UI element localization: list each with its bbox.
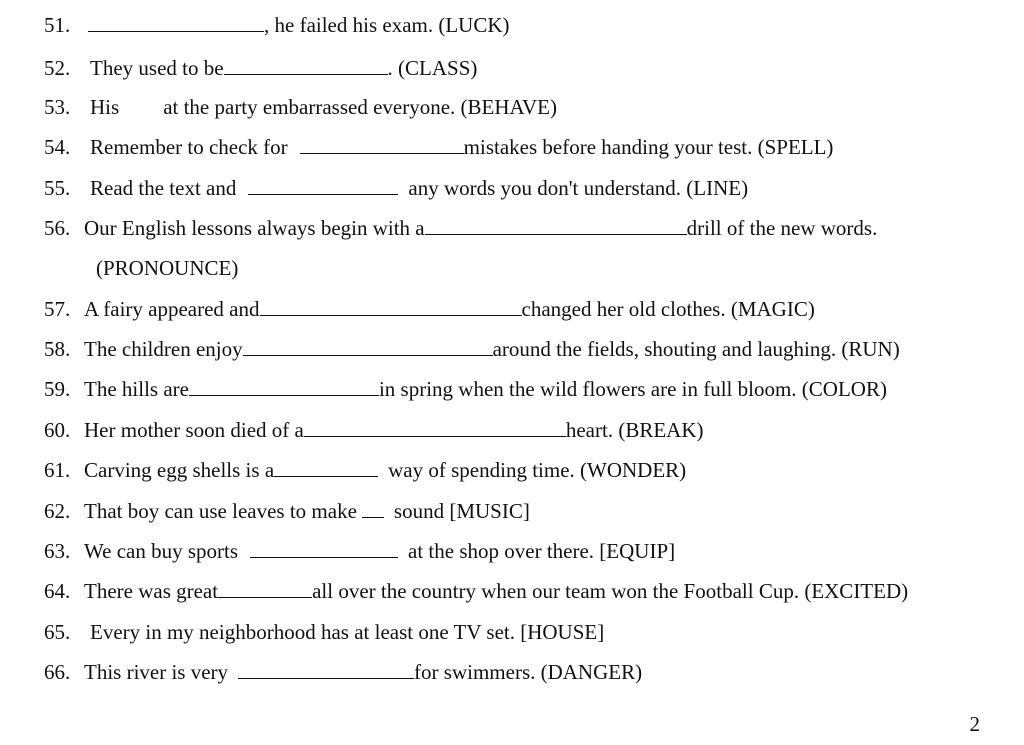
- question-text: Every in my neighborhood has at least one TV set. [HOUSE]: [90, 620, 605, 644]
- question-56: [44, 215, 877, 241]
- question-text-before: That boy can use leaves to make: [84, 499, 357, 523]
- answer-blank[interactable]: [300, 135, 464, 154]
- question-56-continuation: (PRONOUNCE): [96, 256, 239, 280]
- question-number: 53.: [44, 95, 71, 119]
- question-number: 54.: [44, 135, 71, 159]
- question-number: 65.: [44, 620, 71, 644]
- question-text-after: mistakes before handing your test. (SPELL): [463, 135, 834, 159]
- page-number: 2: [969, 712, 980, 736]
- question-text-after: , he failed his exam. (LUCK): [264, 13, 510, 37]
- question-54: [44, 134, 833, 160]
- question-number: 59.: [44, 377, 71, 401]
- question-53: [44, 94, 557, 120]
- answer-blank[interactable]: [425, 216, 687, 235]
- question-55: [44, 175, 748, 201]
- question-text-after: any words you don't understand. (LINE): [408, 176, 749, 200]
- answer-blank[interactable]: [218, 579, 312, 598]
- question-text-after: heart. (BREAK): [565, 418, 704, 442]
- question-text-before: Her mother soon died of a: [84, 418, 304, 442]
- answer-blank[interactable]: [248, 176, 398, 195]
- question-text-after: at the shop over there. [EQUIP]: [408, 539, 676, 563]
- question-text-after: changed her old clothes. (MAGIC): [521, 297, 815, 321]
- answer-blank[interactable]: [189, 377, 379, 396]
- question-text-before: Our English lessons always begin with a: [84, 216, 425, 240]
- question-number: 61.: [44, 458, 71, 482]
- question-text-after: all over the country when our team won the Football Cup. (EXCITED): [312, 579, 909, 603]
- question-text-after: drill of the new words.: [686, 216, 878, 240]
- question-number: 66.: [44, 660, 71, 684]
- question-number: 58.: [44, 337, 71, 361]
- question-number: 62.: [44, 499, 71, 523]
- question-64: [44, 578, 908, 604]
- question-text-before: This river is very: [84, 660, 229, 684]
- answer-blank[interactable]: [304, 418, 566, 437]
- question-text-after: way of spending time. (WONDER): [388, 458, 687, 482]
- question-51: [44, 12, 510, 38]
- question-text-before: There was great: [84, 579, 219, 603]
- question-52: [44, 55, 477, 81]
- answer-blank[interactable]: [224, 56, 388, 75]
- question-number: 60.: [44, 418, 71, 442]
- question-65: [44, 619, 604, 645]
- question-59: [44, 376, 887, 402]
- question-text-before: We can buy sports: [84, 539, 239, 563]
- question-text-before: They used to be: [90, 56, 224, 80]
- question-text-after: sound [MUSIC]: [393, 499, 530, 523]
- answer-blank[interactable]: [274, 458, 378, 477]
- question-text-after: for swimmers. (DANGER): [414, 660, 643, 684]
- question-text-before: Carving egg shells is a: [84, 458, 275, 482]
- question-text-before: The hills are: [84, 377, 189, 401]
- question-text-after: in spring when the wild flowers are in full bloom. (COLOR): [378, 377, 887, 401]
- question-number: 52.: [44, 56, 71, 80]
- question-number: 63.: [44, 539, 71, 563]
- question-text-before: Remember to check for: [90, 135, 288, 159]
- question-text-before: His: [90, 95, 120, 119]
- answer-blank[interactable]: [88, 13, 264, 32]
- question-text-after: . (CLASS): [387, 56, 478, 80]
- question-number: 64.: [44, 579, 71, 603]
- question-58: [44, 336, 900, 362]
- question-62: [44, 498, 530, 524]
- answer-blank[interactable]: [238, 660, 414, 679]
- question-text-before: A fairy appeared and: [84, 297, 260, 321]
- question-text-after: around the fields, shouting and laughing. (RUN): [492, 337, 900, 361]
- answer-blank[interactable]: [250, 539, 398, 558]
- answer-blank[interactable]: [243, 337, 493, 356]
- question-number: 51.: [44, 13, 71, 37]
- question-61: [44, 457, 686, 483]
- question-text-before: Read the text and: [90, 176, 237, 200]
- question-number: 55.: [44, 176, 71, 200]
- question-number: 56.: [44, 216, 71, 240]
- question-text-before: The children enjoy: [84, 337, 243, 361]
- question-63: [44, 538, 675, 564]
- question-66: [44, 659, 642, 685]
- answer-blank[interactable]: [362, 499, 384, 518]
- question-number: 57.: [44, 297, 71, 321]
- question-text-after: at the party embarrassed everyone. (BEHAVE): [163, 95, 557, 119]
- question-60: [44, 417, 704, 443]
- answer-blank[interactable]: [260, 297, 522, 316]
- question-57: [44, 296, 815, 322]
